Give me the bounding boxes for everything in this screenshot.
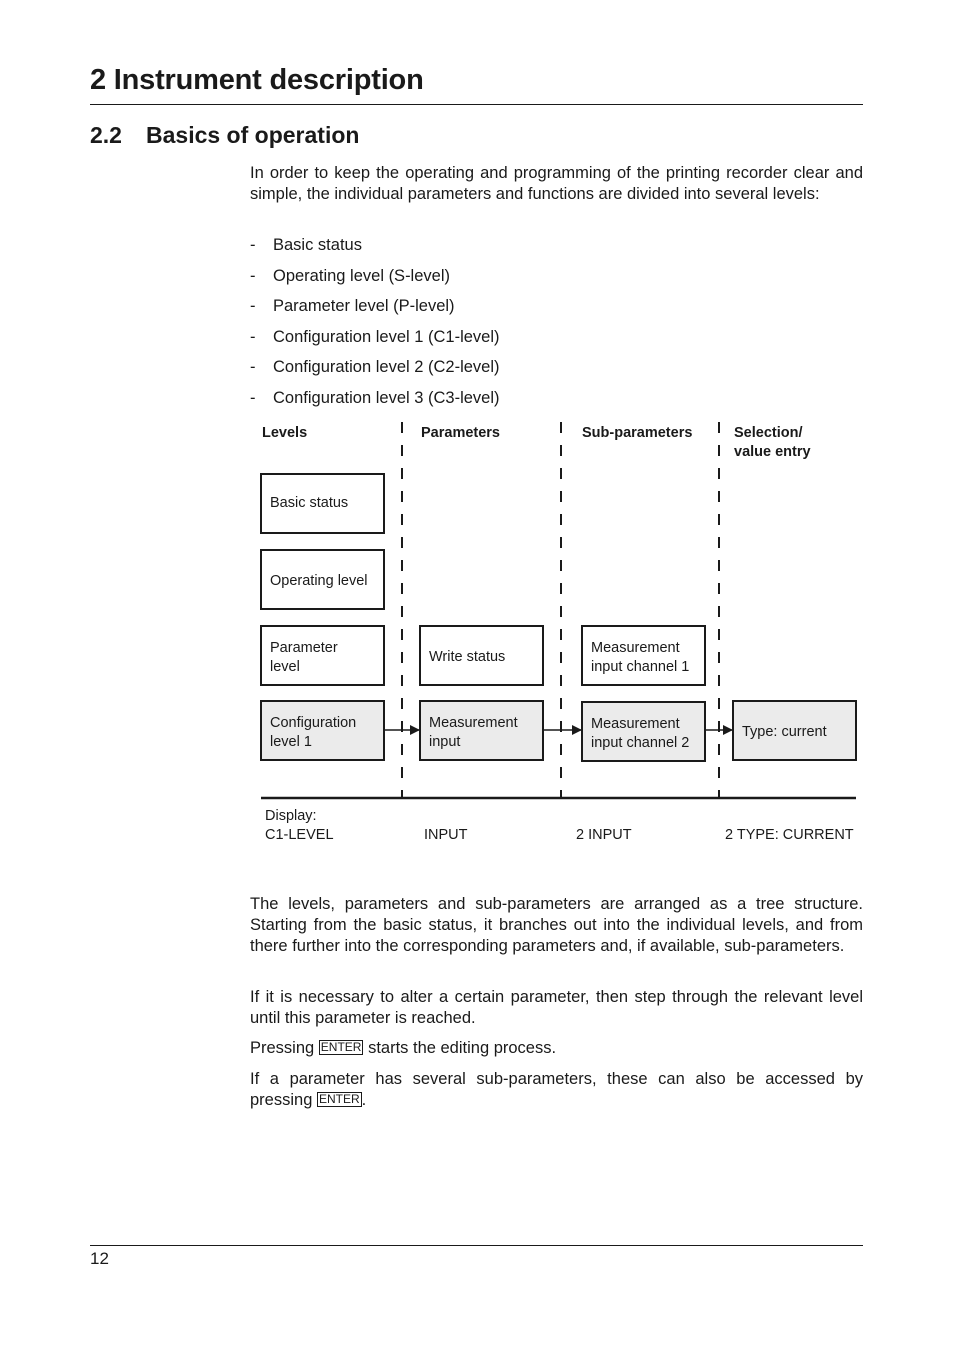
box-write-status xyxy=(420,626,543,685)
column-header-levels: Levels xyxy=(262,425,308,441)
list-item: - Configuration level 1 (C1-level) xyxy=(250,328,500,346)
column-header-value-entry: value entry xyxy=(734,444,811,460)
section-number: 2.2 xyxy=(90,122,122,148)
svg-text:Measurement: Measurement xyxy=(591,716,680,732)
svg-text:level: level xyxy=(270,659,300,675)
box-parameter-level xyxy=(261,626,384,685)
svg-text:level 1: level 1 xyxy=(270,734,312,750)
paragraph-alter-parameter: If it is necessary to alter a certain parameter, then step through the relevant level until this parameter is reached. xyxy=(250,988,863,1027)
svg-text:input: input xyxy=(429,734,461,750)
box-operating-level xyxy=(261,550,384,609)
list-item: - Basic status xyxy=(250,236,362,254)
svg-text:input channel 2: input channel 2 xyxy=(591,735,690,751)
chapter-title: 2 Instrument description xyxy=(90,64,424,96)
list-item: - Configuration level 2 (C2-level) xyxy=(250,358,500,376)
paragraph-tree-structure: The levels, parameters and sub-parameters are arranged as a tree structure. Starting from the basic status, it branches out into the individual levels, and from there further into the corresponding parameters and, if available, sub-parameters. xyxy=(250,895,863,955)
display-value: 2 INPUT xyxy=(576,827,632,843)
svg-text:Type: current: Type: current xyxy=(742,724,827,740)
footer-rule xyxy=(90,1245,863,1246)
svg-text:Parameter: Parameter xyxy=(270,640,338,656)
intro-paragraph: In order to keep the operating and programming of the printing recorder clear and simple, the individual parameters and functions are divided into several levels: xyxy=(250,164,863,203)
enter-key: ENTER xyxy=(318,1092,360,1106)
column-header-parameters: Parameters xyxy=(421,425,500,441)
display-value: C1-LEVEL xyxy=(265,827,334,843)
svg-text:Configuration: Configuration xyxy=(270,715,357,731)
svg-text:input channel 1: input channel 1 xyxy=(591,659,690,675)
section-heading: Basics of operation xyxy=(146,122,360,148)
display-value: INPUT xyxy=(424,827,468,843)
page-number: 12 xyxy=(90,1249,109,1268)
svg-text:Write status: Write status xyxy=(429,649,506,665)
list-item: - Parameter level (P-level) xyxy=(250,297,455,315)
display-label: Display: xyxy=(265,808,317,824)
box-basic-status xyxy=(261,474,384,533)
box-measurement-input-channel-1 xyxy=(582,626,705,685)
box-type-current xyxy=(733,701,856,760)
svg-text:Measurement: Measurement xyxy=(429,715,518,731)
svg-text:Operating level: Operating level xyxy=(270,573,368,589)
paragraph-sub-parameters: If a parameter has several sub-parameters, these can also be accessed by pressing ENTER . xyxy=(250,1070,863,1109)
list-item: - Operating level (S-level) xyxy=(250,267,450,285)
column-header-sub-parameters: Sub-parameters xyxy=(582,425,693,441)
box-configuration-level-1 xyxy=(261,701,384,760)
paragraph-pressing-enter: Pressing ENTER starts the editing process. xyxy=(250,1039,557,1057)
svg-text:Measurement: Measurement xyxy=(591,640,680,656)
svg-text:Basic status: Basic status xyxy=(270,495,349,511)
list-item: - Configuration level 3 (C3-level) xyxy=(250,389,500,407)
column-header-selection: Selection/ xyxy=(734,425,803,441)
box-measurement-input xyxy=(420,701,543,760)
enter-key: ENTER xyxy=(320,1040,362,1054)
box-measurement-input-channel-2 xyxy=(582,702,705,761)
display-value: 2 TYPE: CURRENT xyxy=(725,827,854,843)
